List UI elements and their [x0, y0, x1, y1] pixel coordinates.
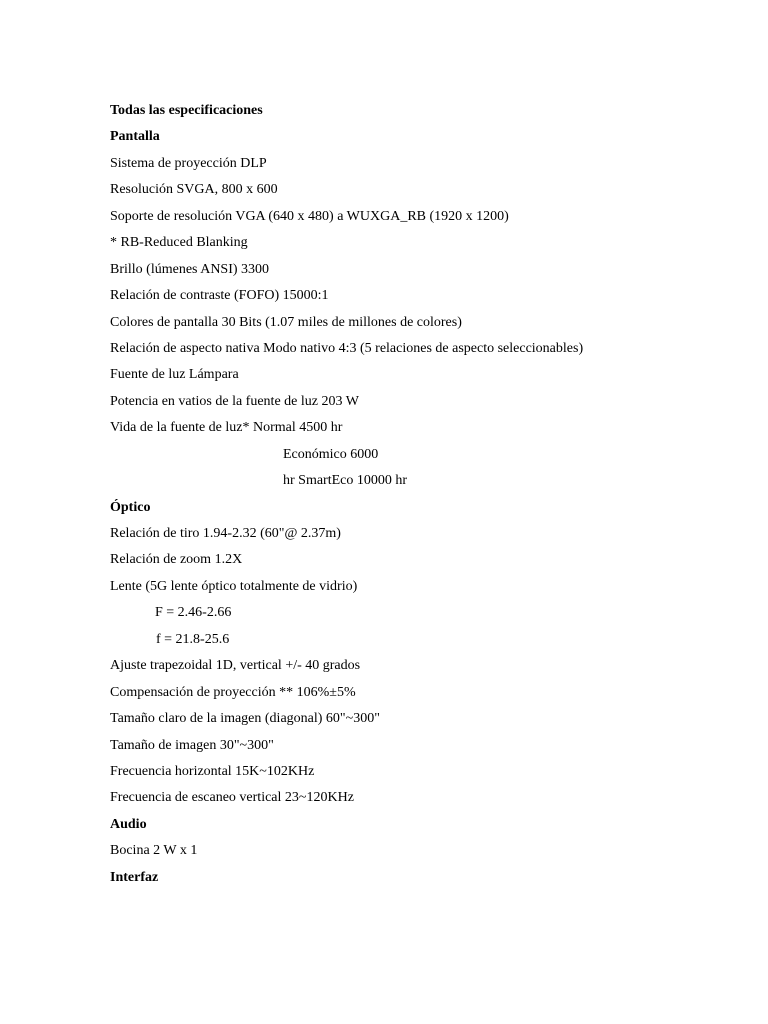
spec-line: Relación de aspecto nativa Modo nativo 4:3 (5 relaciones de aspecto seleccionables) [110, 340, 584, 356]
spec-line-indented: F = 2.46-2.66 [155, 605, 232, 621]
spec-line-indented: hr SmartEco 10000 hr [283, 473, 408, 489]
spec-line: Relación de contraste (FOFO) 15000:1 [110, 288, 329, 304]
spec-line: Relación de tiro 1.94-2.32 (60"@ 2.37m) [110, 526, 341, 541]
section-heading-optico: Óptico [110, 499, 151, 515]
spec-line: Brillo (lúmenes ANSI) 3300 [110, 261, 270, 277]
section-heading-interfaz: Interfaz [110, 869, 159, 885]
spec-line: Tamaño de imagen 30"~300" [110, 737, 274, 753]
section-heading-audio: Audio [110, 816, 147, 832]
spec-line: * RB-Reduced Blanking [110, 235, 248, 251]
document-title: Todas las especificaciones [110, 103, 263, 118]
spec-line: Relación de zoom 1.2X [110, 552, 243, 568]
section-heading-pantalla: Pantalla [110, 129, 160, 145]
spec-line: Vida de la fuente de luz* Normal 4500 hr [110, 420, 343, 436]
spec-line: Lente (5G lente óptico totalmente de vidrio) [110, 578, 358, 594]
spec-line: Sistema de proyección DLP [110, 155, 267, 171]
spec-line: Tamaño claro de la imagen (diagonal) 60"~300" [110, 711, 380, 727]
spec-line: Frecuencia horizontal 15K~102KHz [110, 763, 315, 779]
spec-line: Potencia en vatios de la fuente de luz 203 W [110, 393, 359, 409]
spec-line: Compensación de proyección ** 106%±5% [110, 684, 356, 700]
spec-line-indented: Económico 6000 [283, 446, 379, 462]
document-content [110, 98, 730, 891]
spec-line: Bocina 2 W x 1 [110, 843, 198, 859]
spec-line: Ajuste trapezoidal 1D, vertical +/- 40 grados [110, 658, 361, 674]
spec-line: Colores de pantalla 30 Bits (1.07 miles de millones de colores) [110, 314, 462, 330]
spec-line: Soporte de resolución VGA (640 x 480) a WUXGA_RB (1920 x 1200) [110, 208, 509, 224]
spec-line: Resolución SVGA, 800 x 600 [110, 182, 278, 198]
spec-line: Fuente de luz Lámpara [110, 367, 239, 383]
spec-line: Frecuencia de escaneo vertical 23~120KHz [110, 790, 354, 806]
spec-line-indented: f = 21.8-25.6 [156, 631, 230, 647]
